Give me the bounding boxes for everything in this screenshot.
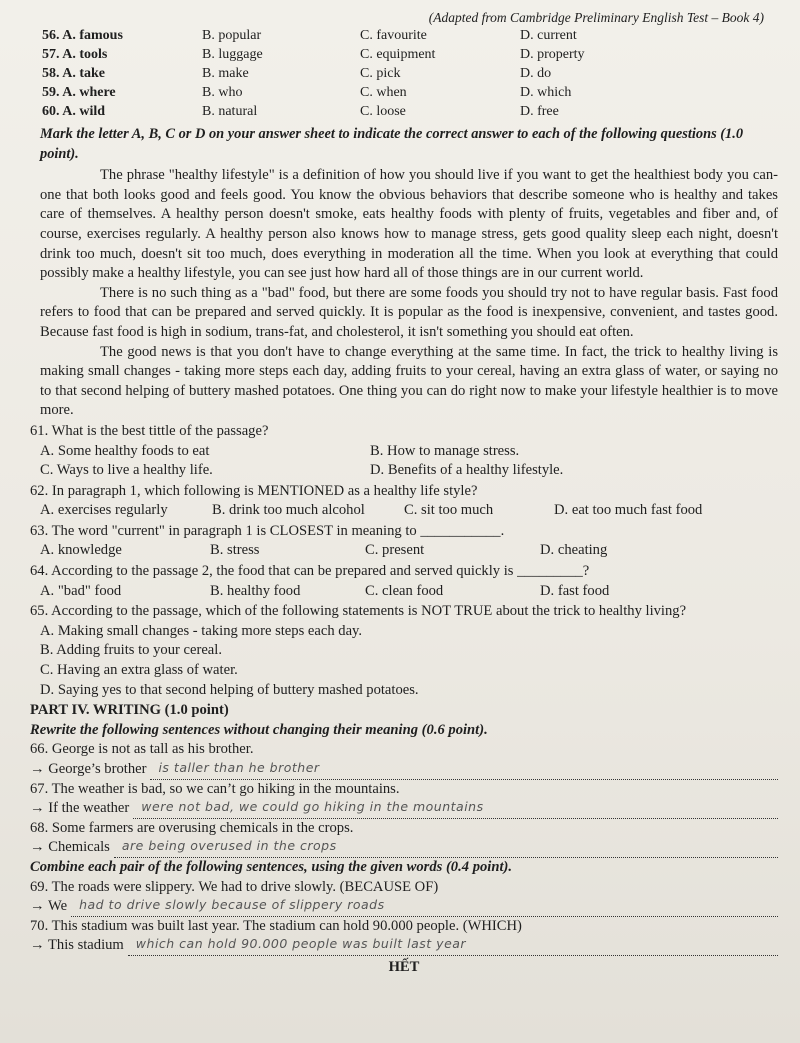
question-stem: 68. Some farmers are overusing chemicals in the crops. bbox=[30, 819, 354, 836]
choice-a[interactable]: A. exercises regularly bbox=[40, 502, 168, 519]
question-stem: 66. George is not as tall as his brother. bbox=[30, 741, 254, 758]
cloze-58-option-a[interactable] bbox=[42, 64, 202, 83]
handwritten-answer: were not bad, we could go hiking in the mountains bbox=[141, 799, 484, 815]
cloze-58-option-d[interactable]: D. do bbox=[520, 66, 552, 81]
question-69 bbox=[30, 878, 778, 917]
cloze-number: 56. bbox=[42, 28, 63, 43]
cloze-57-option-a[interactable] bbox=[42, 45, 202, 64]
choice-b[interactable]: B. stress bbox=[210, 542, 260, 559]
cloze-60-option-c[interactable]: C. loose bbox=[360, 104, 406, 119]
handwritten-answer: are being overused in the crops bbox=[121, 838, 337, 854]
question-62 bbox=[30, 482, 778, 521]
question-stem: 67. The weather is bad, so we can’t go hiking in the mountains. bbox=[30, 780, 400, 797]
choice-c[interactable]: C. clean food bbox=[365, 582, 444, 599]
reading-instruction: Mark the letter A, B, C or D on your answer sheet to indicate the correct answer to each of the following questions (1.0 point). bbox=[40, 126, 744, 162]
cloze-56-option-b[interactable]: B. popular bbox=[202, 28, 262, 43]
question-63 bbox=[30, 522, 778, 561]
question-stem: 62. In paragraph 1, which following is MENTIONED as a healthy life style? bbox=[30, 482, 478, 499]
choice-d[interactable]: D. Benefits of a healthy lifestyle. bbox=[370, 462, 564, 479]
cloze-59-option-a[interactable] bbox=[42, 83, 202, 102]
option-text: A. take bbox=[62, 66, 106, 81]
cloze-57-option-b[interactable]: B. luggage bbox=[202, 47, 263, 62]
cloze-60-option-a[interactable] bbox=[42, 102, 202, 121]
question-stem: 63. The word "current" in paragraph 1 is CLOSEST in meaning to ___________. bbox=[30, 522, 505, 539]
paragraph-3: The good news is that you don't have to change everything at the same time. In fact, the trick to healthy living is making small changes - taking more steps each day, adding fruits to your cereal, having an extra glass of water, or saying no to that second helping of buttery mashed potatoes. One thing you can do right now to make your lifestyle healthier is to move more. bbox=[40, 343, 778, 419]
cloze-57-option-d[interactable]: D. property bbox=[520, 47, 585, 62]
choice-b[interactable]: B. healthy food bbox=[210, 582, 301, 599]
cloze-number: 58. bbox=[42, 66, 63, 81]
answer-lead: → This stadium bbox=[30, 937, 124, 954]
cloze-56-option-a[interactable] bbox=[42, 26, 202, 45]
cloze-number: 59. bbox=[42, 85, 63, 100]
cloze-60-option-d[interactable]: D. free bbox=[520, 104, 559, 119]
question-67 bbox=[30, 780, 778, 819]
cloze-59-option-d[interactable]: D. which bbox=[520, 85, 572, 100]
option-text: A. tools bbox=[62, 47, 108, 62]
choice-c[interactable]: C. Having an extra glass of water. bbox=[40, 662, 238, 679]
cloze-56-option-c[interactable]: C. favourite bbox=[360, 28, 427, 43]
question-stem: 64. According to the passage 2, the food that can be prepared and served quickly is _________? bbox=[30, 563, 590, 580]
paragraph-1: The phrase "healthy lifestyle" is a definition of how you should live if you want to get the healthiest body you can- one that both looks good and feels good. You know the obvious behaviors that describe someone who is healthy and takes care of themselves. A healthy person doesn't smoke, eats healthy foods with plenty of fruits, vegetables and fiber and, of course, exercises regularly. A healthy person also knows how to manage stress, gets good quality sleep each night, doesn't drink too much, doesn't sit too much, does everything in moderation all the time. When you look at everything that could possibly make a healthy lifestyle, you can see just how hard all of those things are in our current world. bbox=[40, 167, 778, 282]
cloze-number: 60. bbox=[42, 104, 63, 119]
answer-lead: → If the weather bbox=[30, 800, 130, 817]
question-66 bbox=[30, 740, 778, 779]
choice-c[interactable]: C. present bbox=[365, 542, 425, 559]
choice-a[interactable]: A. Making small changes - taking more steps each day. bbox=[40, 622, 363, 639]
option-text: A. where bbox=[62, 85, 116, 100]
handwritten-answer: which can hold 90.000 people was built last year bbox=[135, 936, 467, 952]
choice-a[interactable]: A. knowledge bbox=[40, 542, 122, 559]
cloze-56-option-d[interactable]: D. current bbox=[520, 28, 577, 43]
choice-b[interactable]: B. drink too much alcohol bbox=[212, 502, 365, 519]
choice-a[interactable]: A. Some healthy foods to eat bbox=[40, 442, 210, 459]
question-stem: 65. According to the passage, which of the following statements is NOT TRUE about the trick to healthy living? bbox=[30, 603, 687, 620]
choice-c[interactable]: C. sit too much bbox=[404, 502, 494, 519]
answer-lead: → Chemicals bbox=[30, 839, 110, 856]
question-stem: 69. The roads were slippery. We had to drive slowly. (BECAUSE OF) bbox=[30, 878, 439, 895]
answer-lead: → George’s brother bbox=[30, 761, 147, 777]
question-stem: 70. This stadium was built last year. The stadium can hold 90.000 people. (WHICH) bbox=[30, 917, 522, 934]
cloze-59-option-b[interactable]: B. who bbox=[202, 85, 243, 100]
choice-d[interactable]: D. cheating bbox=[540, 542, 608, 559]
question-64 bbox=[30, 562, 778, 601]
end-marker: HẾT bbox=[388, 958, 420, 975]
answer-line[interactable] bbox=[30, 897, 778, 917]
rewrite-instruction: Rewrite the following sentences without changing their meaning (0.6 point). bbox=[30, 721, 488, 738]
question-65 bbox=[30, 602, 778, 700]
cloze-60-option-b[interactable]: B. natural bbox=[202, 104, 258, 119]
answer-line[interactable] bbox=[30, 799, 778, 819]
question-70 bbox=[30, 917, 778, 956]
answer-line[interactable] bbox=[30, 838, 778, 858]
combine-instruction: Combine each pair of the following sentences, using the given words (0.4 point). bbox=[30, 858, 513, 875]
choice-d[interactable]: D. eat too much fast food bbox=[554, 502, 703, 519]
choice-d[interactable]: D. fast food bbox=[540, 582, 610, 599]
cloze-number: 57. bbox=[42, 47, 63, 62]
part-4-title: PART IV. WRITING (1.0 point) bbox=[30, 702, 229, 719]
choice-a[interactable]: A. "bad" food bbox=[40, 582, 122, 599]
option-text: A. wild bbox=[62, 104, 106, 119]
answer-line[interactable] bbox=[30, 760, 778, 780]
choice-d[interactable]: D. Saying yes to that second helping of buttery mashed potatoes. bbox=[40, 681, 419, 698]
paragraph-2: There is no such thing as a "bad" food, but there are some foods you should try not to have regular basis. Fast food refers to food that can be prepared and served quickly. It is popular as the food is inexpensive, convenient, and tastes good. Because fast food is high in sodium, trans-fat, and cholesterol, it isn't something you should eat often. bbox=[40, 284, 778, 340]
choice-b[interactable]: B. How to manage stress. bbox=[370, 442, 520, 459]
cloze-options bbox=[42, 26, 778, 121]
handwritten-answer: had to drive slowly because of slippery roads bbox=[79, 897, 385, 913]
question-68 bbox=[30, 819, 778, 858]
cloze-58-option-c[interactable]: C. pick bbox=[360, 66, 401, 81]
question-61 bbox=[30, 422, 778, 481]
choice-c[interactable]: C. Ways to live a healthy life. bbox=[40, 462, 213, 479]
option-text: A. famous bbox=[62, 28, 123, 43]
source-note: (Adapted from Cambridge Preliminary English Test – Book 4) bbox=[428, 10, 764, 25]
choice-b[interactable]: B. Adding fruits to your cereal. bbox=[40, 642, 222, 659]
cloze-59-option-c[interactable]: C. when bbox=[360, 85, 407, 100]
handwritten-answer: is taller than he brother bbox=[158, 760, 320, 775]
cloze-57-option-c[interactable]: C. equipment bbox=[360, 47, 436, 62]
question-stem: 61. What is the best tittle of the passage? bbox=[30, 422, 269, 439]
cloze-58-option-b[interactable]: B. make bbox=[202, 66, 249, 81]
answer-line[interactable] bbox=[30, 936, 778, 956]
answer-lead: → We bbox=[30, 898, 68, 915]
